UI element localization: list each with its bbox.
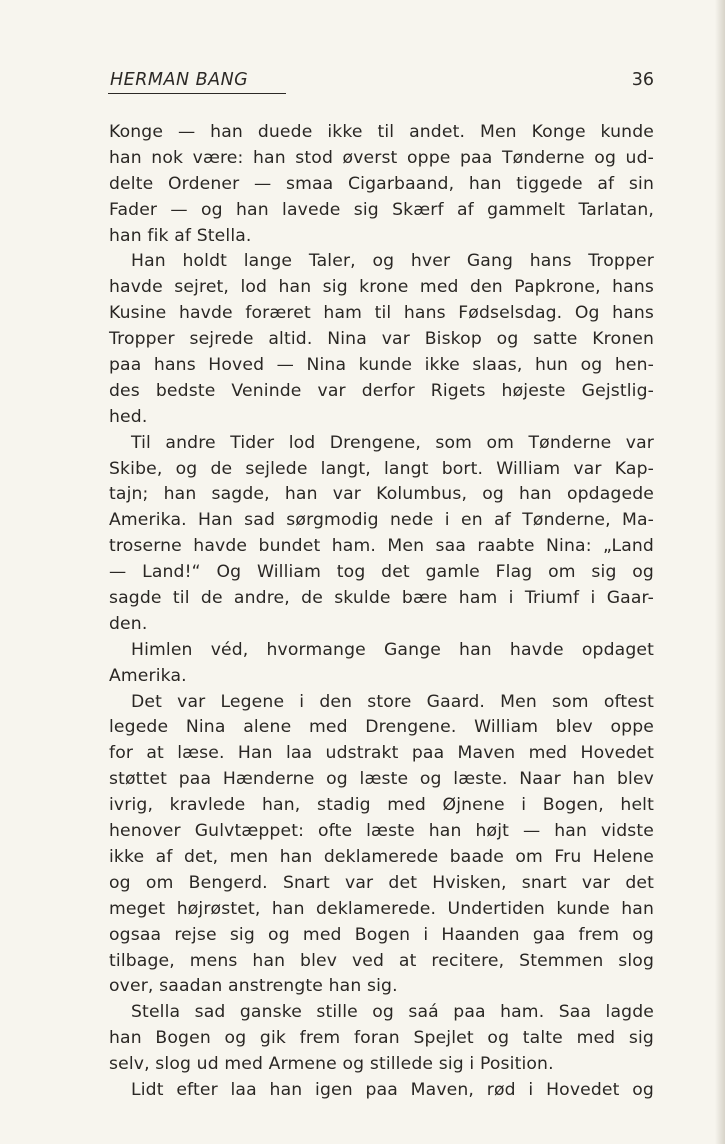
text-line: han nok være: han stod øverst oppe paa Tønderne og ud- (109, 147, 654, 168)
text-line: Amerika. Han sad sørgmodig nede i en af Tønderne, Ma- (109, 510, 654, 531)
text-line: — Land!“ Og William tog det gamle Flag om sig og (109, 562, 654, 583)
running-head: HERMAN BANG (110, 70, 249, 90)
text-line: des bedste Veninde var derfor Rigets højeste Gejstlig- (109, 380, 654, 401)
text-line: Stella sad ganske stille og saá paa ham. Saa lagde (131, 1002, 654, 1023)
text-line: meget højrøstet, han deklamerede. Undertiden kunde han (109, 898, 654, 919)
text-line: troserne havde bundet ham. Men saa raabte Nina: „Land (109, 536, 654, 557)
text-line: paa hans Hoved — Nina kunde ikke slaas, hun og hen- (109, 355, 654, 376)
text-line: den. (109, 613, 148, 634)
text-line: henover Gulvtæppet: ofte læste han højt — han vidste (109, 821, 654, 842)
text-line: Himlen véd, hvormange Gange han havde opdaget (131, 639, 654, 660)
text-line: ikke af det, men han deklamerede baade om Fru Helene (109, 846, 654, 867)
text-line: sagde til de andre, de skulde bære ham i Triumf i Gaar- (109, 588, 654, 609)
text-line: Tropper sejrede altid. Nina var Biskop og satte Kronen (109, 329, 654, 350)
text-line: hed. (109, 406, 148, 427)
text-line: Kusine havde foræret ham til hans Fødselsdag. Og hans (109, 303, 654, 324)
text-line: Amerika. (109, 665, 187, 686)
body-text (109, 120, 654, 1104)
text-line: Han holdt lange Taler, og hver Gang hans Tropper (131, 251, 654, 272)
text-line: ivrig, kravlede han, stadig med Øjnene i Bogen, helt (109, 795, 654, 816)
text-line: han fik af Stella. (109, 225, 252, 246)
text-line: Fader — og han lavede sig Skærf af gammelt Tarlatan, (109, 199, 654, 220)
header-underline (108, 93, 286, 94)
text-line: Skibe, og de sejlede langt, langt bort. William var Kap- (109, 458, 654, 479)
text-line: for at læse. Han laa udstrakt paa Maven med Hovedet (109, 743, 654, 764)
text-line: han Bogen og gik frem foran Spejlet og talte med sig (109, 1028, 654, 1049)
page-number: 36 (631, 70, 654, 90)
text-line: legede Nina alene med Drengene. William blev oppe (109, 717, 654, 738)
text-line: Konge — han duede ikke til andet. Men Konge kunde (109, 122, 654, 142)
text-line: Det var Legene i den store Gaard. Men som oftest (131, 691, 654, 712)
page-header (108, 70, 654, 96)
text-line: over, saadan anstrengte han sig. (109, 976, 398, 997)
text-line: Lidt efter laa han igen paa Maven, rød i Hovedet og (131, 1079, 654, 1100)
text-line: støttet paa Hænderne og læste og læste. Naar han blev (109, 769, 654, 790)
text-line: tajn; han sagde, han var Kolumbus, og han opdagede (109, 484, 654, 505)
text-line: og om Bengerd. Snart var det Hvisken, snart var det (109, 872, 654, 893)
text-line: delte Ordener — smaa Cigarbaand, han tiggede af sin (109, 173, 654, 194)
text-line: tilbage, mens han blev ved at recitere, Stemmen slog (109, 950, 654, 971)
text-line: havde sejret, lod han sig krone med den Papkrone, hans (109, 277, 654, 298)
text-line: ogsaa rejse sig og med Bogen i Haanden gaa frem og (109, 924, 654, 945)
text-line: Til andre Tider lod Drengene, som om Tønderne var (131, 432, 654, 453)
page-edge-shadow (715, 0, 725, 1144)
text-line: selv, slog ud med Armene og stillede sig i Position. (109, 1054, 554, 1075)
